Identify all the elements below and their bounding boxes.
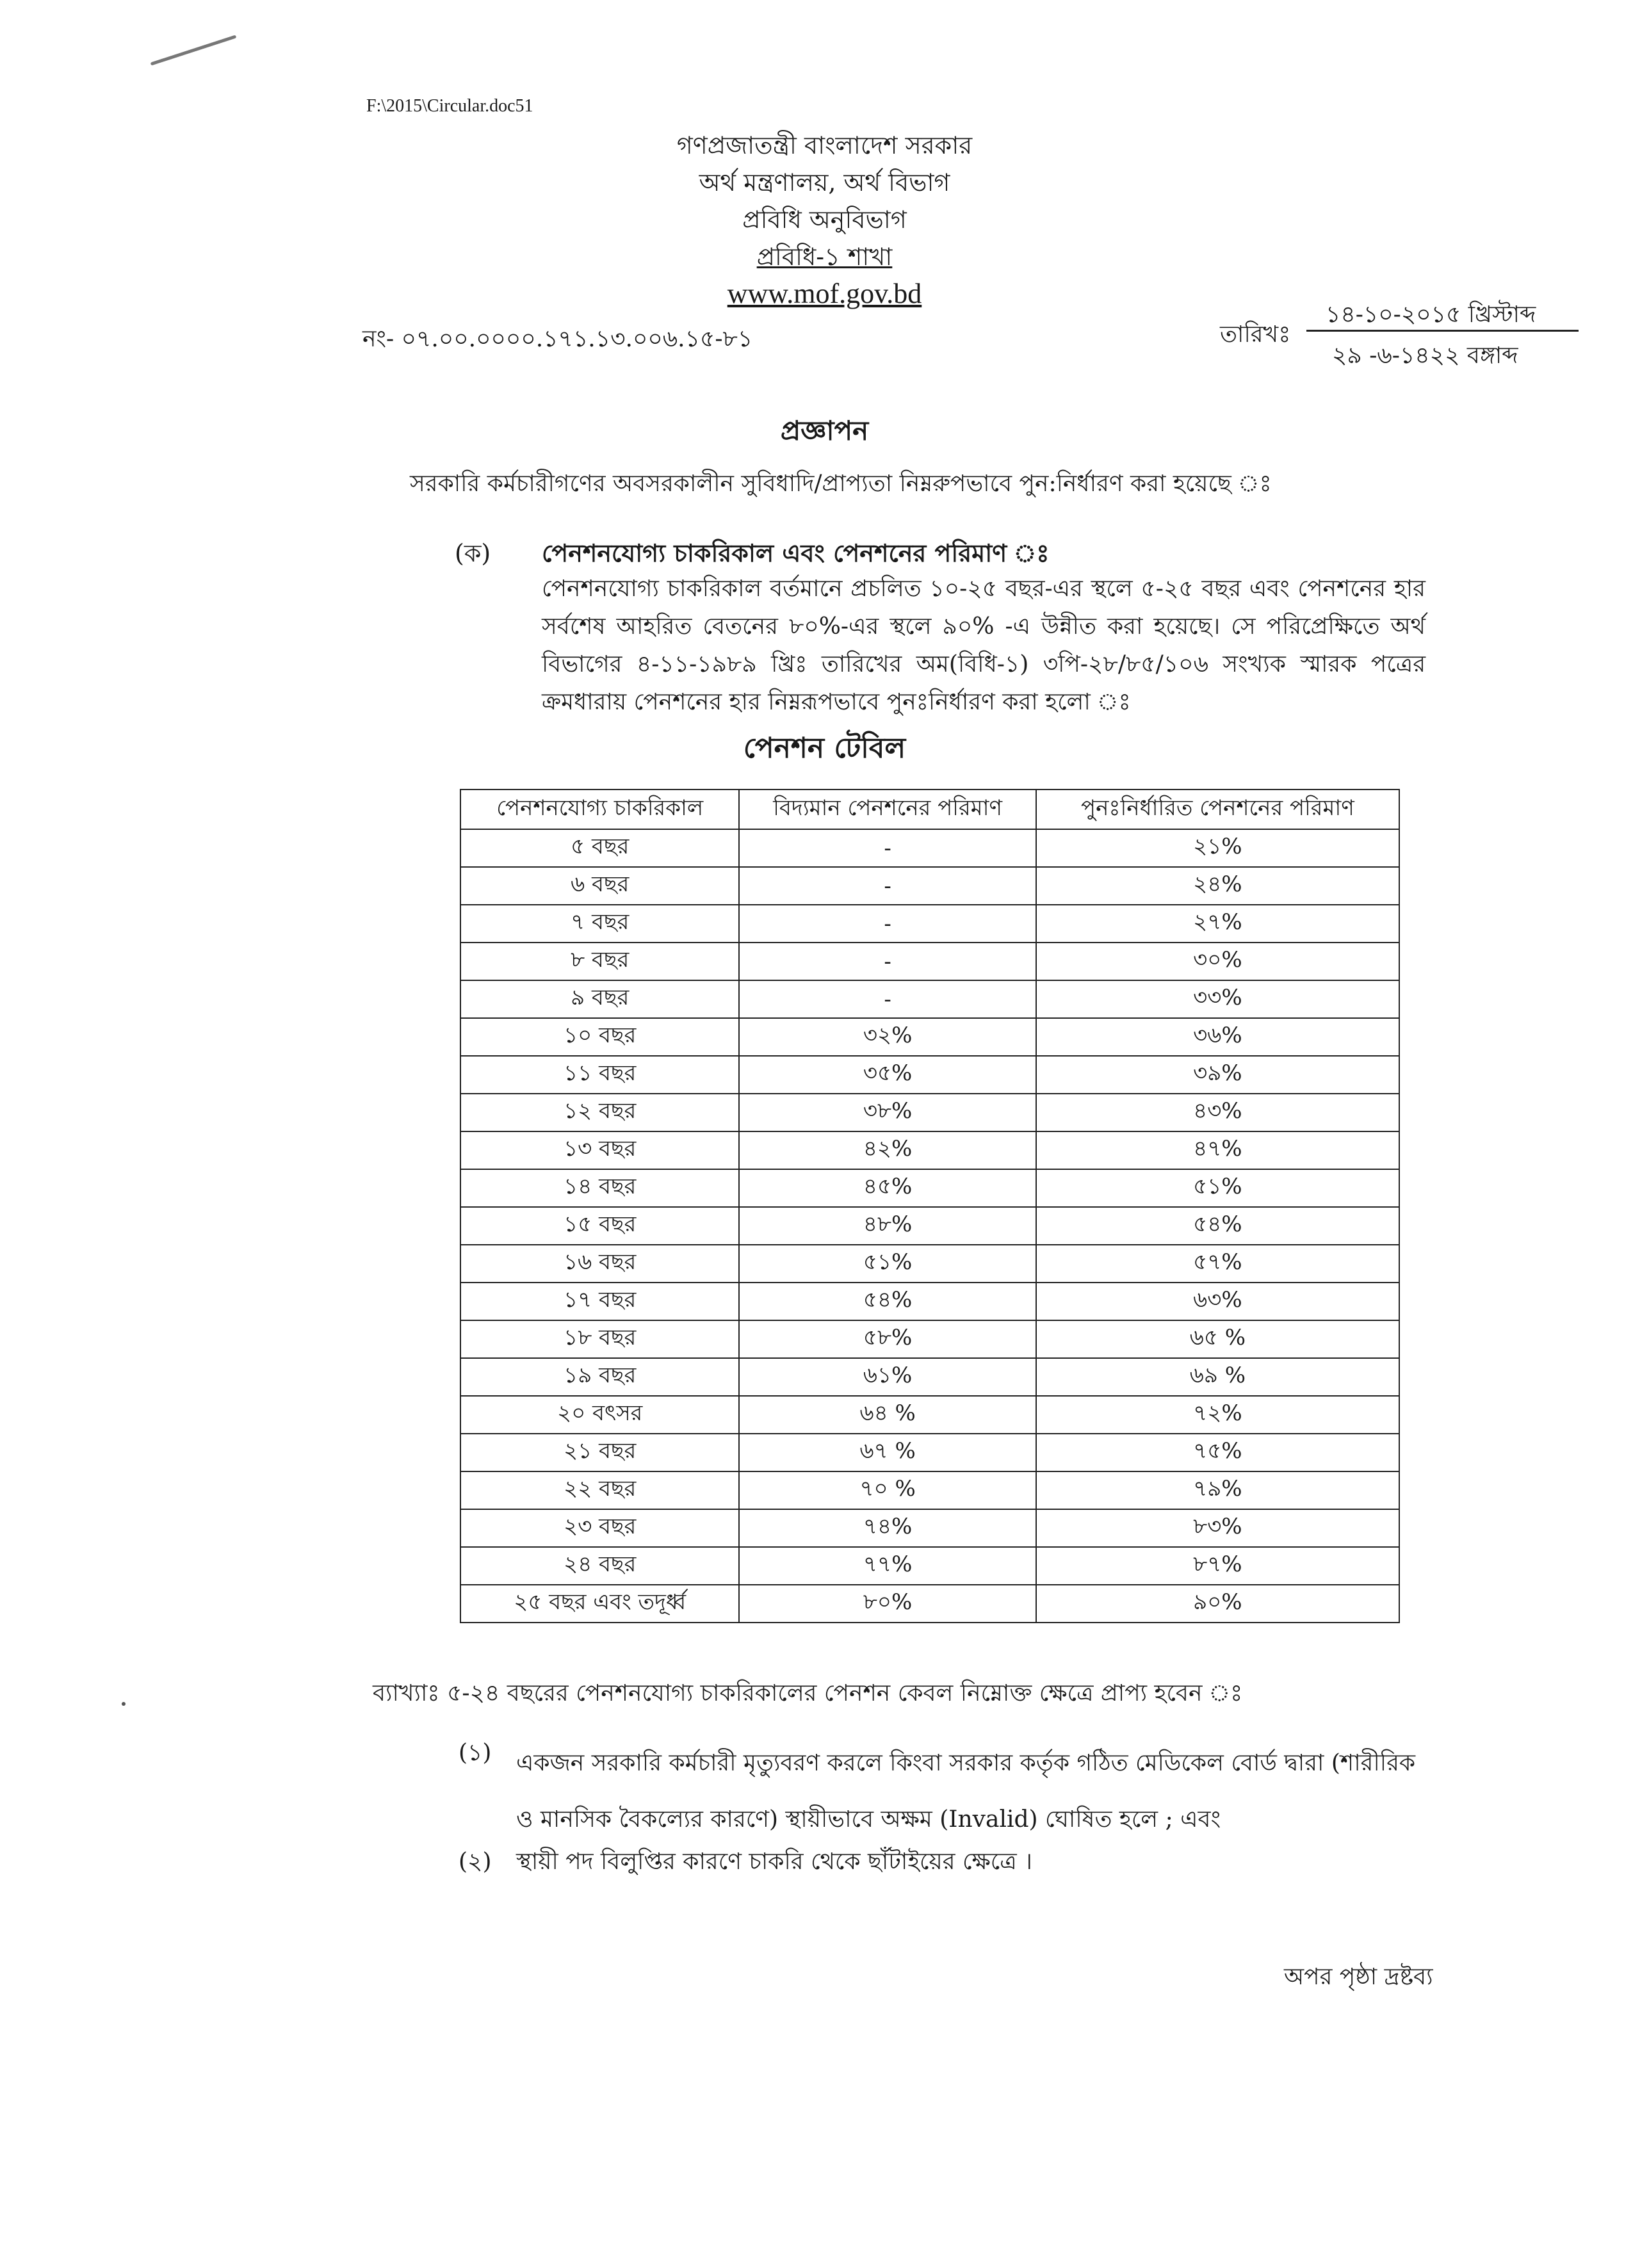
table-row <box>460 1396 1399 1434</box>
existing-rate: ৬১% <box>739 1358 1036 1396</box>
revised-rate: ৩০% <box>1036 943 1399 980</box>
existing-rate: - <box>739 905 1036 943</box>
memo-number: নং- ০৭.০০.০০০০.১৭১.১৩.০০৬.১৫-৮১ <box>362 326 753 352</box>
existing-rate: - <box>739 943 1036 980</box>
service-years: ১৯ বছর <box>460 1358 739 1396</box>
existing-rate: ৭৪% <box>739 1509 1036 1547</box>
table-row <box>460 1434 1399 1471</box>
existing-rate: ৪৫% <box>739 1169 1036 1207</box>
revised-rate: ৬৯ % <box>1036 1358 1399 1396</box>
service-years: ১৮ বছর <box>460 1320 739 1358</box>
table-row <box>460 1094 1399 1131</box>
table-row <box>460 867 1399 905</box>
speck <box>122 1702 126 1706</box>
pension-table <box>460 789 1400 1623</box>
service-years: ১০ বছর <box>460 1018 739 1056</box>
col-header-existing: বিদ্যমান পেনশনের পরিমাণ <box>739 790 1036 829</box>
explanation-intro: ব্যাখ্যাঃ ৫-২৪ বছরের পেনশনযোগ্য চাকরিকালের পেনশন কেবল নিম্নোক্ত ক্ষেত্রে প্রাপ্য হবেন ঃ <box>373 1680 1243 1706</box>
existing-rate: ৩৮% <box>739 1094 1036 1131</box>
existing-rate: ৩৫% <box>739 1056 1036 1094</box>
page-turn-note: অপর পৃষ্ঠা দ্রষ্টব্য <box>1284 1964 1433 1990</box>
pen-mark <box>150 35 237 65</box>
revised-rate: ৫১% <box>1036 1169 1399 1207</box>
revised-rate: ৯০% <box>1036 1585 1399 1623</box>
col-header-revised: পুনঃনির্ধারিত পেনশনের পরিমাণ <box>1036 790 1399 829</box>
gazette-intro: সরকারি কর্মচারীগণের অবসরকালীন সুবিধাদি/প্রাপ্যতা নিম্নরুপভাবে পুন:নির্ধারণ করা হয়েছে ঃ <box>410 471 1272 497</box>
revised-rate: ৮৩% <box>1036 1509 1399 1547</box>
table-row <box>460 1207 1399 1245</box>
service-years: ১২ বছর <box>460 1094 739 1131</box>
existing-rate: ৭০ % <box>739 1471 1036 1509</box>
table-row <box>460 1547 1399 1585</box>
existing-rate: ৩২% <box>739 1018 1036 1056</box>
service-years: ৭ বছর <box>460 905 739 943</box>
table-row <box>460 1018 1399 1056</box>
branch-name: প্রবিধি-১ শাখা <box>756 243 893 271</box>
service-years: ২২ বছর <box>460 1471 739 1509</box>
table-row <box>460 1585 1399 1623</box>
service-years: ৯ বছর <box>460 980 739 1018</box>
gazette-title: প্রজ্ঞাপন <box>780 415 869 446</box>
revised-rate: ২৭% <box>1036 905 1399 943</box>
service-years: ১৭ বছর <box>460 1283 739 1320</box>
revised-rate: ৪৭% <box>1036 1131 1399 1169</box>
revised-rate: ৫৪% <box>1036 1207 1399 1245</box>
service-years: ১৩ বছর <box>460 1131 739 1169</box>
table-row <box>460 829 1399 867</box>
existing-rate: - <box>739 867 1036 905</box>
existing-rate: ৪৮% <box>739 1207 1036 1245</box>
existing-rate: ৫৮% <box>739 1320 1036 1358</box>
condition-text: স্থায়ী পদ বিলুপ্তির কারণে চাকরি থেকে ছাঁটাইয়ের ক্ষেত্রে । <box>516 1849 1032 1875</box>
table-row <box>460 1169 1399 1207</box>
date-gregorian: ১৪-১০-২০১৫ খ্রিস্টাব্দ <box>1326 302 1536 328</box>
table-row <box>460 1509 1399 1547</box>
service-years: ১৪ বছর <box>460 1169 739 1207</box>
revised-rate: ৩৩% <box>1036 980 1399 1018</box>
existing-rate: ৮০% <box>739 1585 1036 1623</box>
col-header-service: পেনশনযোগ্য চাকরিকাল <box>460 790 739 829</box>
table-row <box>460 1358 1399 1396</box>
revised-rate: ৫৭% <box>1036 1245 1399 1283</box>
service-years: ৮ বছর <box>460 943 739 980</box>
revised-rate: ৭৫% <box>1036 1434 1399 1471</box>
table-row <box>460 1471 1399 1509</box>
table-row <box>460 1056 1399 1094</box>
revised-rate: ২১% <box>1036 829 1399 867</box>
existing-rate: ৬৪ % <box>739 1396 1036 1434</box>
revised-rate: ৬৫ % <box>1036 1320 1399 1358</box>
existing-rate: - <box>739 829 1036 867</box>
service-years: ২১ বছর <box>460 1434 739 1471</box>
table-header-row <box>460 790 1399 829</box>
table-row <box>460 943 1399 980</box>
section-heading: পেনশনযোগ্য চাকরিকাল এবং পেনশনের পরিমাণ ঃ <box>542 539 1050 567</box>
service-years: ১১ বছর <box>460 1056 739 1094</box>
revised-rate: ৮৭% <box>1036 1547 1399 1585</box>
existing-rate: ৬৭ % <box>739 1434 1036 1471</box>
ministry-name: অর্থ মন্ত্রণালয়, অর্থ বিভাগ <box>699 168 950 197</box>
wing-name: প্রবিধি অনুবিভাগ <box>742 206 907 234</box>
condition-text: একজন সরকারি কর্মচারী মৃত্যুবরণ করলে কিংবা সরকার কর্তৃক গঠিত মেডিকেল বোর্ড দ্বারা (শারীরিক ও মানসিক বৈকল্যের কারণে) স্থায়ীভাবে অক্ষম (Invalid) ঘোষিত হলে ; এবং <box>516 1750 1416 1833</box>
existing-rate: ৭৭% <box>739 1547 1036 1585</box>
table-row <box>460 1283 1399 1320</box>
revised-rate: ৭৯% <box>1036 1471 1399 1509</box>
govt-name: গণপ্রজাতন্ত্রী বাংলাদেশ সরকার <box>676 131 973 159</box>
date-label: তারিখঃ <box>1220 321 1291 348</box>
date-divider <box>1306 330 1579 332</box>
table-row <box>460 980 1399 1018</box>
table-row <box>460 1131 1399 1169</box>
existing-rate: - <box>739 980 1036 1018</box>
website-link[interactable]: www.mof.gov.bd <box>727 278 922 309</box>
service-years: ২৩ বছর <box>460 1509 739 1547</box>
existing-rate: ৪২% <box>739 1131 1036 1169</box>
service-years: ৫ বছর <box>460 829 739 867</box>
table-row <box>460 1245 1399 1283</box>
revised-rate: ৪৩% <box>1036 1094 1399 1131</box>
section-body: পেনশনযোগ্য চাকরিকাল বর্তমানে প্রচলিত ১০-২৫ বছর-এর স্থলে ৫-২৫ বছর এবং পেনশনের হার সর্বশেষ আহরিত বেতনের ৮০%-এর স্থলে ৯০% -এ উন্নীত করা হয়েছে। সে পরিপ্রেক্ষিতে অর্থ বিভাগের ৪-১১-১৯৮৯ খ্রিঃ তারিখের অম(বিধি-১) ৩পি-২৮/৮৫/১০৬ সংখ্যক স্মারক পত্রের ক্রমধারায় পেনশনের হার নিম্নরূপভাবে পুনঃনির্ধারণ করা হলো ঃ <box>542 576 1426 715</box>
revised-rate: ২৪% <box>1036 867 1399 905</box>
service-years: ১৫ বছর <box>460 1207 739 1245</box>
table-row <box>460 905 1399 943</box>
table-title: পেনশন টেবিল <box>743 732 906 765</box>
file-path: F:\2015\Circular.doc51 <box>366 96 533 116</box>
service-years: ৬ বছর <box>460 867 739 905</box>
section-marker: (ক) <box>455 539 491 567</box>
condition-number: (১) <box>459 1740 492 1766</box>
revised-rate: ৭২% <box>1036 1396 1399 1434</box>
letterhead <box>0 127 1649 312</box>
existing-rate: ৫১% <box>739 1245 1036 1283</box>
revised-rate: ৬৩% <box>1036 1283 1399 1320</box>
service-years: ২৪ বছর <box>460 1547 739 1585</box>
revised-rate: ৩৯% <box>1036 1056 1399 1094</box>
table-row <box>460 1320 1399 1358</box>
service-years: ১৬ বছর <box>460 1245 739 1283</box>
condition-number: (২) <box>459 1849 492 1875</box>
service-years: ২৫ বছর এবং তদূর্ধ্ব <box>460 1585 739 1623</box>
revised-rate: ৩৬% <box>1036 1018 1399 1056</box>
service-years: ২০ বৎসর <box>460 1396 739 1434</box>
date-bangla: ২৯ -৬-১৪২২ বঙ্গাব্দ <box>1332 343 1518 369</box>
existing-rate: ৫৪% <box>739 1283 1036 1320</box>
